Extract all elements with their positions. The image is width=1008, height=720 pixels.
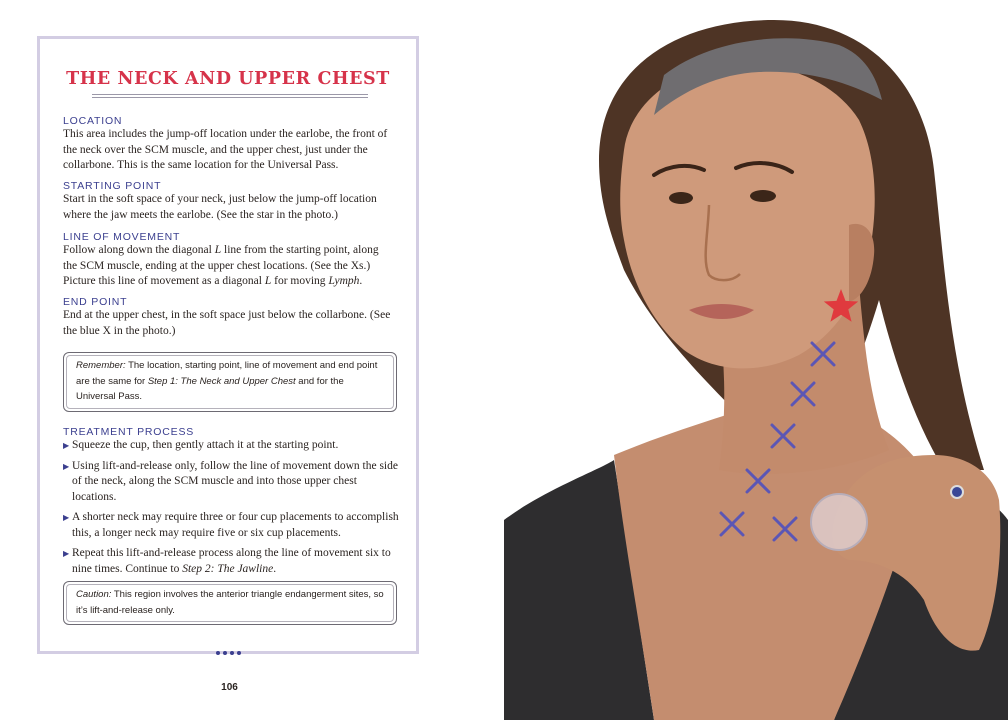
remember-label: Remember:: [76, 360, 126, 371]
starting-point-text: Start in the soft space of your neck, just below the jump-off location where the jaw meets the earlobe. (See the star in the photo.): [63, 193, 377, 221]
page-number: 106: [221, 682, 238, 693]
end-point-heading: END POINT: [63, 296, 128, 308]
list-item: ▶ Using lift-and-release only, follow the line of movement down the side of the neck, along the SCM muscle and into those upper chest locations.: [63, 459, 398, 503]
eye-shape: [669, 192, 693, 204]
title-rule: [92, 94, 368, 95]
instruction-photo: [504, 0, 1008, 720]
title-rule: [92, 97, 368, 98]
triangle-bullet-icon: ▶: [63, 441, 70, 450]
page-ornament: [216, 651, 244, 657]
treatment-list: [63, 438, 403, 582]
list-item: ▶ Repeat this lift-and-release process along the line of movement six to nine times. Continue to Step 2: The Jawline.: [63, 547, 391, 575]
triangle-bullet-icon: ▶: [63, 549, 70, 558]
line-of-movement-text: Follow along down the diagonal L line from the starting point, along the SCM muscle, ending at the upper chest locations. (See the Xs.) Picture this line of movement as a diagonal L for moving Lymph.: [63, 244, 379, 287]
eye-shape: [750, 190, 776, 202]
starting-point-heading: STARTING POINT: [63, 180, 162, 192]
cup-shape: [811, 494, 867, 550]
list-item: ▶ A shorter neck may require three or four cup placements to accomplish this, a longer neck may require five or six cup placements.: [63, 511, 399, 539]
ring-icon: [951, 486, 963, 498]
remember-callout: Remember: The location, starting point, line of movement and end point are the same for Step 1: The Neck and Upper Chest and for the Universal Pass.: [63, 352, 397, 412]
content-panel: [37, 36, 419, 654]
caution-label: Caution:: [76, 589, 112, 600]
treatment-process-heading: TREATMENT PROCESS: [63, 426, 195, 438]
end-point-text: End at the upper chest, in the soft space just below the collarbone. (See the blue X in the photo.): [63, 309, 391, 337]
page-title: THE NECK AND UPPER CHEST: [66, 69, 390, 89]
list-item: ▶ Squeeze the cup, then gently attach it at the starting point.: [63, 438, 403, 454]
line-of-movement-heading: LINE OF MOVEMENT: [63, 231, 181, 243]
location-heading: LOCATION: [63, 115, 123, 127]
caution-callout: Caution: This region involves the anterior triangle endangerment sites, so it’s lift-and-release only.: [63, 581, 397, 625]
location-text: This area includes the jump-off location under the earlobe, the front of the neck over the SCM muscle, and the upper chest, just under the collarbone. This is the same location for the Universal Pass.: [63, 128, 388, 171]
triangle-bullet-icon: ▶: [63, 461, 70, 471]
triangle-bullet-icon: ▶: [63, 513, 70, 522]
